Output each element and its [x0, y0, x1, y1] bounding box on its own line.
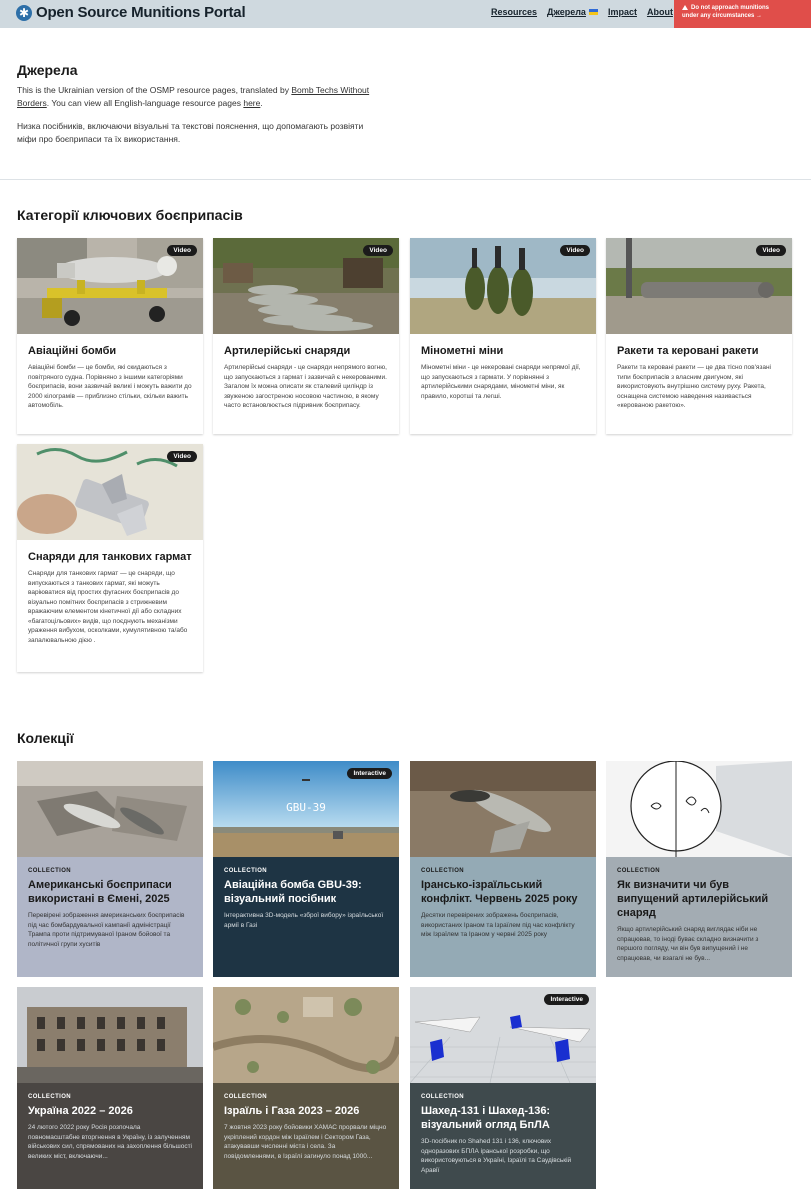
- category-description: Снаряди для танкових гармат — це снаряди, що випускаються з танкових гармат, які можуть варіюватися від простих фугасних боєприпасів до візуально помітних боєприпасів з стрижневим вражаючим елементом кінетичної дії або складних «багатоцільових» видів, що поєднують механізми ураження вибухом, осколками, кумулятивною та/або запалювальною дією .: [28, 570, 188, 644]
- collection-title: Авіаційна бомба GBU-39: візуальний посібник: [224, 879, 362, 905]
- collection-card-yemen[interactable]: [17, 761, 203, 977]
- artillery-diagram-image: [606, 761, 792, 857]
- collection-card-artillery-fired[interactable]: [606, 761, 792, 977]
- collection-title: Як визначити чи був випущений артилерійський снаряд: [617, 879, 769, 919]
- video-badge: Video: [756, 245, 786, 256]
- collection-card-shahed[interactable]: [410, 987, 596, 1189]
- iran-israel-image: [410, 761, 596, 857]
- category-title: Ракети та керовані ракети: [617, 345, 759, 357]
- gaza-satellite-image: [213, 987, 399, 1083]
- english-pages-link[interactable]: here: [243, 98, 261, 108]
- video-badge: Video: [363, 245, 393, 256]
- snowflake-icon: ✱: [16, 5, 32, 21]
- collection-description: 3D-посібник по Shahed 131 і 136, ключових одноразових БПЛА іранської розробки, що використовуються в Україні, Ізраїлі та Саудівській Аравії: [421, 1138, 572, 1174]
- interactive-badge: Interactive: [347, 768, 392, 779]
- collection-description: Інтерактивна 3D-модель «зброї вибору» ізраїльської армії в Газі: [224, 912, 384, 929]
- top-header: [0, 0, 811, 28]
- main-nav: [491, 7, 683, 17]
- safety-warning-banner[interactable]: [674, 0, 811, 28]
- collection-title: Україна 2022 – 2026: [28, 1105, 133, 1117]
- mortar-bombs-image: [410, 238, 596, 334]
- collection-description: Якщо артилерійський снаряд виглядає ніби не спрацював, то іноді буває складно визначити з першого погляду, чи він був випущений і не спрацював, чи взагалі не був...: [617, 926, 759, 962]
- category-description: Артилерійські снаряди - це снаряди непрямого вогню, що запускаються з гармат і зазвичай є некерованими. Загалом їх можна описати як сталевий циліндр із звуженою загостреною носовою частиною, в якому часто встановлюється підривник боєприпасу.: [224, 364, 387, 409]
- page-title: Джерела: [17, 62, 78, 78]
- intro-section: [17, 62, 377, 146]
- ukraine-flag-icon: [589, 9, 598, 15]
- bomb-techs-link[interactable]: Bomb Techs Without Borders: [17, 85, 370, 108]
- collection-title: Ізраїль і Газа 2023 – 2026: [224, 1105, 360, 1117]
- rocket-image: [606, 238, 792, 334]
- category-card-aerial-bombs[interactable]: [17, 238, 203, 434]
- collection-card-gbu39[interactable]: [213, 761, 399, 977]
- collection-title: Американські боєприпаси використані в Ємені, 2025: [28, 879, 172, 905]
- category-title: Снаряди для танкових гармат: [28, 551, 192, 563]
- section-divider: [0, 179, 811, 180]
- intro-description: Низка посібників, включаючи візуальні та текстові пояснення, що допомагають розвіяти міфи про боєприпаси та їх використання.: [17, 121, 364, 144]
- video-badge: Video: [167, 451, 197, 462]
- gbu39-image-label: GBU-39: [286, 801, 326, 814]
- nav-about[interactable]: About: [646, 7, 673, 17]
- category-card-artillery-shells[interactable]: [213, 238, 399, 434]
- collection-description: Перевірені зображення американських боєприпасів під час бомбардувальної кампанії адміністрації Трампа проти підтримуваної Іраном бойової та політичної групи хуситів: [28, 912, 185, 948]
- collection-description: 24 лютого 2022 року Росія розпочала повномасштабне вторгнення в Україну, із залученням військових сил, спрямованих на захоплення більшості великих міст, включаючи...: [28, 1124, 192, 1160]
- collection-label: COLLECTION: [224, 868, 267, 874]
- warning-line-1: Do not approach munitions: [691, 5, 769, 11]
- warning-icon: [682, 5, 688, 10]
- intro-paragraph: [17, 84, 377, 110]
- intro-text-2: . You can view all English-language resource pages: [46, 98, 244, 108]
- intro-text-3: .: [260, 98, 263, 108]
- collection-description: 7 жовтня 2023 року бойовики ХАМАС прорвали міцно укріплений кордон між Ізраїлем і Сектором Газа, атакувавши численні міста і села. За повідомленнями, в Ізраїлі загинуло понад 1000...: [224, 1124, 387, 1160]
- gbu39-image: [213, 761, 399, 857]
- category-description: Мінометні міни - це некеровані снаряди непрямої дії, що запускаються з гармати. У порівнянні з артилерійськими снарядами, мінометні міни, як правило, коротші та легші.: [421, 364, 581, 400]
- aerial-bomb-image: [17, 238, 203, 334]
- collection-label: COLLECTION: [421, 1094, 464, 1100]
- collections-heading: Колекції: [17, 730, 74, 746]
- nav-resources[interactable]: Resources: [491, 7, 538, 17]
- shahed-3d-image: [410, 987, 596, 1083]
- category-card-mortar-bombs[interactable]: [410, 238, 596, 434]
- category-title: Артилерійські снаряди: [224, 345, 351, 357]
- collection-title: Шахед-131 і Шахед-136: візуальний огляд БпЛА: [421, 1105, 551, 1131]
- category-title: Мінометні міни: [421, 345, 504, 357]
- nav-impact[interactable]: Impact: [607, 7, 637, 17]
- site-title: Open Source Munitions Portal: [36, 4, 246, 21]
- collection-label: COLLECTION: [421, 868, 464, 874]
- collection-title: Ірансько-ізраїльський конфлікт. Червень 2025 року: [421, 879, 578, 905]
- category-card-rockets-missiles[interactable]: [606, 238, 792, 434]
- yemen-munitions-image: [17, 761, 203, 857]
- collection-label: COLLECTION: [617, 868, 660, 874]
- ukraine-building-image: [17, 987, 203, 1083]
- category-card-tank-rounds[interactable]: [17, 444, 203, 672]
- warning-line-2: under any circumstances →: [682, 13, 763, 19]
- collection-label: COLLECTION: [28, 868, 71, 874]
- category-description: Ракети та керовані ракети — це два тісно пов'язані типи боєприпасів з власним двигуном, які використовують внутрішню систему руху. Ракета, оснащена системою наведення називається «керованою ракетою».: [617, 364, 771, 409]
- collection-card-israel-gaza[interactable]: [213, 987, 399, 1189]
- collection-card-iran-israel[interactable]: [410, 761, 596, 977]
- intro-text-1: This is the Ukrainian version of the OSMP resource pages, translated by: [17, 85, 292, 95]
- video-badge: Video: [560, 245, 590, 256]
- collection-label: COLLECTION: [28, 1094, 71, 1100]
- collection-description: Десятки перевірених зображень боєприпасів, використаних Іраном та Ізраїлем під час конфлікту між Ізраїлем та Іраном у червні 2025 року: [421, 912, 575, 938]
- artillery-shells-image: [213, 238, 399, 334]
- interactive-badge: Interactive: [544, 994, 589, 1005]
- collection-card-ukraine[interactable]: [17, 987, 203, 1189]
- collection-label: COLLECTION: [224, 1094, 267, 1100]
- tank-round-image: [17, 444, 203, 540]
- nav-ukrainian-label: Джерела: [547, 7, 586, 17]
- category-title: Авіаційні бомби: [28, 345, 117, 357]
- site-logo[interactable]: [16, 4, 245, 21]
- nav-ukrainian[interactable]: [547, 7, 598, 17]
- category-description: Авіаційні бомби — це бомби, які скидаються з повітряного судна. Порівняно з іншими категоріями боєприпасів, вони зазвичай великі і можуть важити до 2000 кілограмів — приблизно стільки, скільки важить автомобіль.: [28, 364, 192, 409]
- video-badge: Video: [167, 245, 197, 256]
- categories-heading: Категорії ключових боєприпасів: [17, 207, 243, 223]
